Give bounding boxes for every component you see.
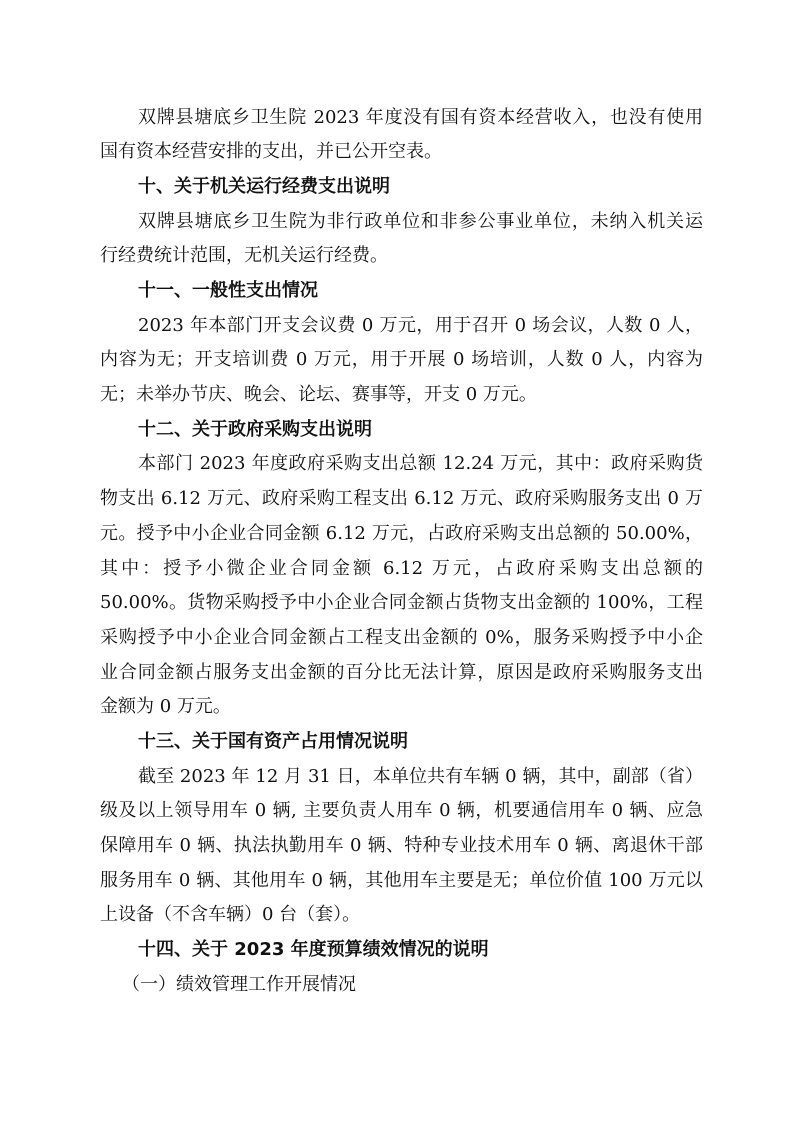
section-heading-14: 十四、关于 2023 年度预算绩效情况的说明 xyxy=(138,939,489,961)
paragraph-line: 2023 年本部门开支会议费 0 万元，用于召开 0 场会议，人数 0 人， xyxy=(138,314,703,336)
section-heading-13: 十三、关于国有资产占用情况说明 xyxy=(138,730,408,752)
section-heading-12: 十二、关于政府采购支出说明 xyxy=(138,418,372,440)
section-heading-11: 十一、一般性支出情况 xyxy=(138,280,318,302)
paragraph-line: 双牌县塘底乡卫生院为非行政单位和非参公事业单位，未纳入机关运 xyxy=(138,210,703,232)
paragraph-line: 双牌县塘底乡卫生院 2023 年度没有国有资本经营收入，也没有使用 xyxy=(138,106,703,128)
paragraph-line: 国有资本经营安排的支出，并已公开空表。 xyxy=(100,141,442,163)
paragraph-line: 本部门 2023 年度政府采购支出总额 12.24 万元，其中：政府采购货 xyxy=(138,453,703,475)
paragraph-line: 物支出 6.12 万元、政府采购工程支出 6.12 万元、政府采购服务支出 0 万 xyxy=(100,488,703,510)
subsection-heading: （一）绩效管理工作开展情况 xyxy=(122,973,356,995)
document-page xyxy=(100,101,703,1003)
paragraph-line: 行经费统计范围，无机关运行经费。 xyxy=(100,245,388,267)
paragraph-line: 级及以上领导用车 0 辆, 主要负责人用车 0 辆，机要通信用车 0 辆、应急 xyxy=(100,800,703,822)
paragraph-line: 内容为无；开支培训费 0 万元，用于开展 0 场培训，人数 0 人，内容为 xyxy=(100,349,703,371)
paragraph-line: 截至 2023 年 12 月 31 日，本单位共有车辆 0 辆，其中，副部（省） xyxy=(138,765,703,787)
section-heading-10: 十、关于机关运行经费支出说明 xyxy=(138,175,390,197)
paragraph-line: 保障用车 0 辆、执法执勤用车 0 辆、特种专业技术用车 0 辆、离退休干部 xyxy=(100,835,703,857)
paragraph-line: 上设备（不含车辆）0 台（套）。 xyxy=(100,904,361,926)
paragraph-line: 50.00%。货物采购授予中小企业合同金额占货物支出金额的 100%，工程 xyxy=(100,592,703,614)
paragraph-line: 金额为 0 万元。 xyxy=(100,696,231,718)
paragraph-line: 元。授予中小企业合同金额 6.12 万元，占政府采购支出总额的 50.00%， xyxy=(100,522,703,544)
paragraph-line: 无；未举办节庆、晚会、论坛、赛事等，开支 0 万元。 xyxy=(100,384,537,406)
paragraph-line: 其中：授予小微企业合同金额 6.12 万元，占政府采购支出总额的 xyxy=(100,557,703,579)
paragraph-line: 服务用车 0 辆、其他用车 0 辆，其他用车主要是无；单位价值 100 万元以 xyxy=(100,869,703,891)
paragraph-line: 采购授予中小企业合同金额占工程支出金额的 0%，服务采购授予中小企 xyxy=(100,626,703,648)
paragraph-line: 业合同金额占服务支出金额的百分比无法计算，原因是政府采购服务支出 xyxy=(100,661,703,683)
